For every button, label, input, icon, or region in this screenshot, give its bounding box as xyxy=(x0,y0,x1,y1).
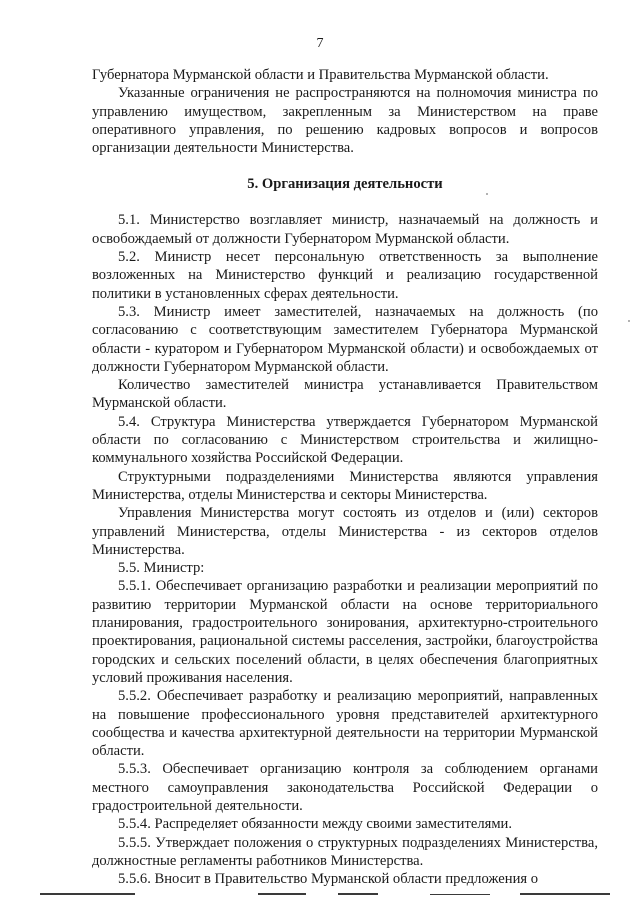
paragraph-5-5-3: 5.5.3. Обеспечивает организацию контроля за соблюдением органами местного самоуправления законодательства Российской Федерации о градостроительной деятельности. xyxy=(92,761,598,814)
paragraph-structural-units: Структурными подразделениями Министерства являются управления Министерства, отделы Министерства и секторы Министерства. xyxy=(92,468,598,503)
paragraph-5-1: 5.1. Министерство возглавляет министр, назначаемый на должность и освобождаемый от должности Губернатором Мурманской области. xyxy=(92,212,598,247)
paragraph-5-2: 5.2. Министр несет персональную ответственность за выполнение возложенных на Министерство функций и реализацию государственной политики в установленных сферах деятельности. xyxy=(92,249,598,302)
paragraph-5-5-2: 5.5.2. Обеспечивает разработку и реализацию мероприятий, направленных на повышение профессионального уровня представителей архитектурного сообщества и качества архитектурной деятельности на территории Мурманской области. xyxy=(92,688,598,760)
paragraph-restrictions: Указанные ограничения не распространяются на полномочия министра по управлению имуществом, закрепленным за Министерством на праве оперативного управления, по решению кадровых вопросов и вопросов организации деятельности Министерства. xyxy=(92,85,598,157)
scan-artifact-line xyxy=(520,893,610,895)
scan-artifact-line xyxy=(430,894,490,895)
page-number: 7 xyxy=(316,36,324,51)
paragraph-5-5-1: 5.5.1. Обеспечивает организацию разработки и реализации мероприятий по развитию территории Мурманской области на основе территориального планирования, градостроительного зонирования, архитектурно-строительного проектирования, рациональной системы расселения, застройки, благоустройства городских и сельских поселений области, в целях обеспечения благоприятных условий проживания населения. xyxy=(92,578,598,686)
paragraph-5-5: 5.5. Министр: xyxy=(118,560,205,577)
scan-artifact-dot xyxy=(486,193,488,195)
scan-artifact-line xyxy=(40,893,135,895)
scan-artifact-dot xyxy=(628,320,630,322)
document-body xyxy=(92,66,598,888)
paragraph-5-5-6: 5.5.6. Вносит в Правительство Мурманской области предложения о xyxy=(118,871,539,888)
paragraph-deputies-count: Количество заместителей министра устанавливается Правительством Мурманской области. xyxy=(92,377,598,412)
scan-artifact-line xyxy=(338,893,378,895)
paragraph-departments: Управления Министерства могут состоять из отделов и (или) секторов управлений Министерства, отделы Министерства - из секторов отделов Министерства. xyxy=(92,505,598,558)
paragraph-continuation: Губернатора Мурманской области и Правительства Мурманской области. xyxy=(92,67,549,83)
paragraph-5-5-5: 5.5.5. Утверждает положения о структурных подразделениях Министерства, должностные регламенты работников Министерства. xyxy=(92,834,598,869)
scan-artifact-line xyxy=(258,893,306,895)
paragraph-5-4: 5.4. Структура Министерства утверждается Губернатором Мурманской области по согласованию с Министерством строительства и жилищно-коммунального хозяйства Российской Федерации. xyxy=(92,413,598,467)
section-heading: 5. Организация деятельности xyxy=(247,176,443,193)
paragraph-5-5-4: 5.5.4. Распределяет обязанности между своими заместителями. xyxy=(118,816,513,833)
paragraph-5-3: 5.3. Министр имеет заместителей, назначаемых на должность (по согласованию с соответствующим заместителем Губернатора Мурманской области - куратором и Губернатором Мурманской области) и освобождаемых от должности Губернатором Мурманской области. xyxy=(92,303,598,375)
